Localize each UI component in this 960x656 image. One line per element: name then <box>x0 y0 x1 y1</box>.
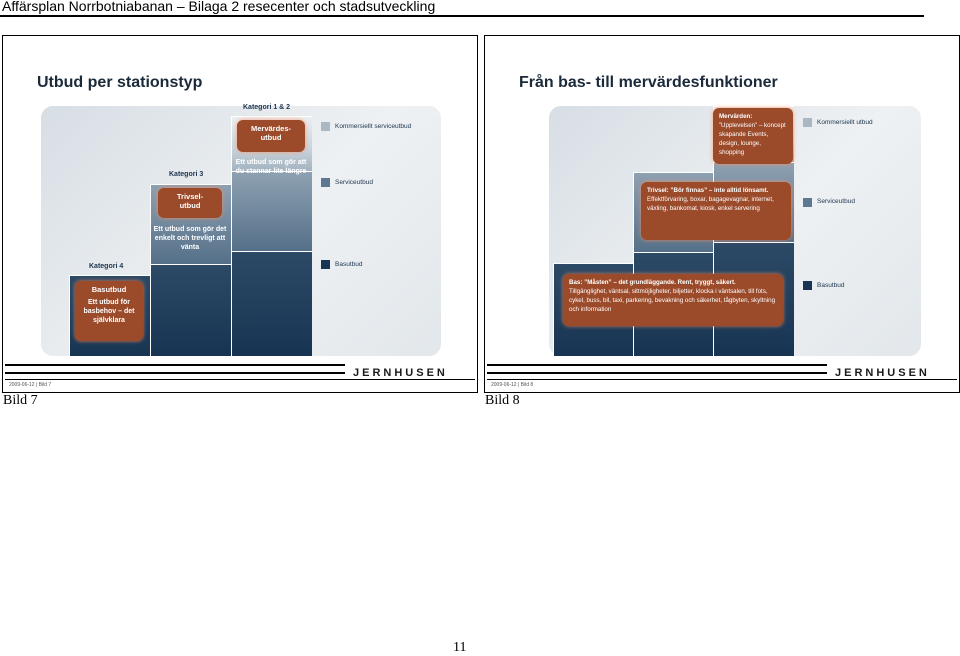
slide-7 <box>2 35 478 393</box>
footer-line-bottom-8 <box>487 379 957 380</box>
box-trivsel-8 <box>641 182 791 240</box>
bar-basutbud-cat12 <box>231 251 312 356</box>
footer-line-upper-8 <box>487 364 827 366</box>
box-bas-8 <box>563 274 783 326</box>
slide-8-footer-date: 2009-06-12 | Bild 8 <box>491 382 534 388</box>
legend-swatch-kommersiellt <box>321 122 330 131</box>
footer-line-lower-8 <box>487 372 827 374</box>
legend-swatch-service <box>321 178 330 187</box>
box-trivsel-8-title: Trivsel: ”Bör finnas” – inte alltid lönsamt. <box>647 187 769 194</box>
footer-line-lower <box>5 372 345 374</box>
slide-8-title: Från bas- till mervärdesfunktioner <box>519 74 778 91</box>
box-trivsel-title: Trivsel-utbud <box>176 192 204 210</box>
document-header-title: Affärsplan Norrbotniabanan – Bilaga 2 resecenter och stadsutveckling <box>2 0 436 14</box>
legend-swatch-kommersiellt-8 <box>803 118 812 127</box>
jernhusen-logo-8: JERNHUSEN <box>835 367 930 379</box>
bar-mervarde-mid <box>231 171 312 252</box>
footer-line-upper <box>5 364 345 366</box>
bar-basutbud-cat3 <box>150 264 231 356</box>
legend-swatch-service-8 <box>803 198 812 207</box>
box-mervarden-title: Mervärden: <box>719 113 753 120</box>
category-1-2-label: Kategori 1 & 2 <box>243 104 291 111</box>
box-basutbud-title: Basutbud <box>91 285 127 294</box>
legend-label-kommersiellt: Kommersiellt serviceutbud <box>335 123 412 130</box>
box-mervarden-text: ”Upplevelsen” – koncept skapande Events, design, lounge, shopping <box>719 122 786 156</box>
slide-7-title: Utbud per stationstyp <box>37 74 203 91</box>
legend-label-bas: Basutbud <box>335 261 363 268</box>
box-basutbud-text: Ett utbud för basbehov – det självklara <box>83 299 135 324</box>
slide-8-caption: Bild 8 <box>485 393 520 408</box>
legend-swatch-bas <box>321 260 330 269</box>
box-trivsel-8-text: Effektförvaring, boxar, bagagevagnar, internet, växling, bankomat, kiosk, enkel servering <box>647 196 774 212</box>
category-3-label: Kategori 3 <box>169 171 204 178</box>
caption-trivsel-text: Ett utbud som gör det enkelt och trevligt att vänta <box>153 226 227 251</box>
box-bas-8-text: Tillgänglighet, väntsal, sittmöjligheter, biljetter, klocka i väntsalen, till fots, cykel, buss, bil, taxi, parkering, bevakning och säkerhet, tågbyten, skyltning och information <box>569 288 776 313</box>
legend-label-service-8: Serviceutbud <box>817 198 855 205</box>
box-mervarde-title: Mervärdes-utbud <box>250 124 292 142</box>
box-mervarden <box>713 108 793 164</box>
legend-swatch-bas-8 <box>803 281 812 290</box>
box-bas-8-title: Bas: ”Måsten” – det grundläggande. Rent, tryggt, säkert. <box>569 279 736 286</box>
caption-mervarde-text: Ett utbud som gör att du stannar lite längre <box>235 159 307 175</box>
slide-7-caption: Bild 7 <box>3 393 38 408</box>
box-mervarde <box>237 120 305 152</box>
header-rule <box>0 15 924 17</box>
slide-8 <box>484 35 960 393</box>
slide-7-footer-date: 2009-06-12 | Bild 7 <box>9 382 52 388</box>
legend-label-service: Serviceutbud <box>335 179 373 186</box>
jernhusen-logo: JERNHUSEN <box>353 367 448 379</box>
page-number: 11 <box>453 640 467 655</box>
footer-line-bottom <box>5 379 475 380</box>
category-4-label: Kategori 4 <box>89 263 124 270</box>
box-trivsel <box>158 188 222 218</box>
box-basutbud <box>75 281 143 341</box>
legend-label-bas-8: Basutbud <box>817 282 845 289</box>
legend-label-kommersiellt-8: Kommersiellt utbud <box>817 119 873 126</box>
